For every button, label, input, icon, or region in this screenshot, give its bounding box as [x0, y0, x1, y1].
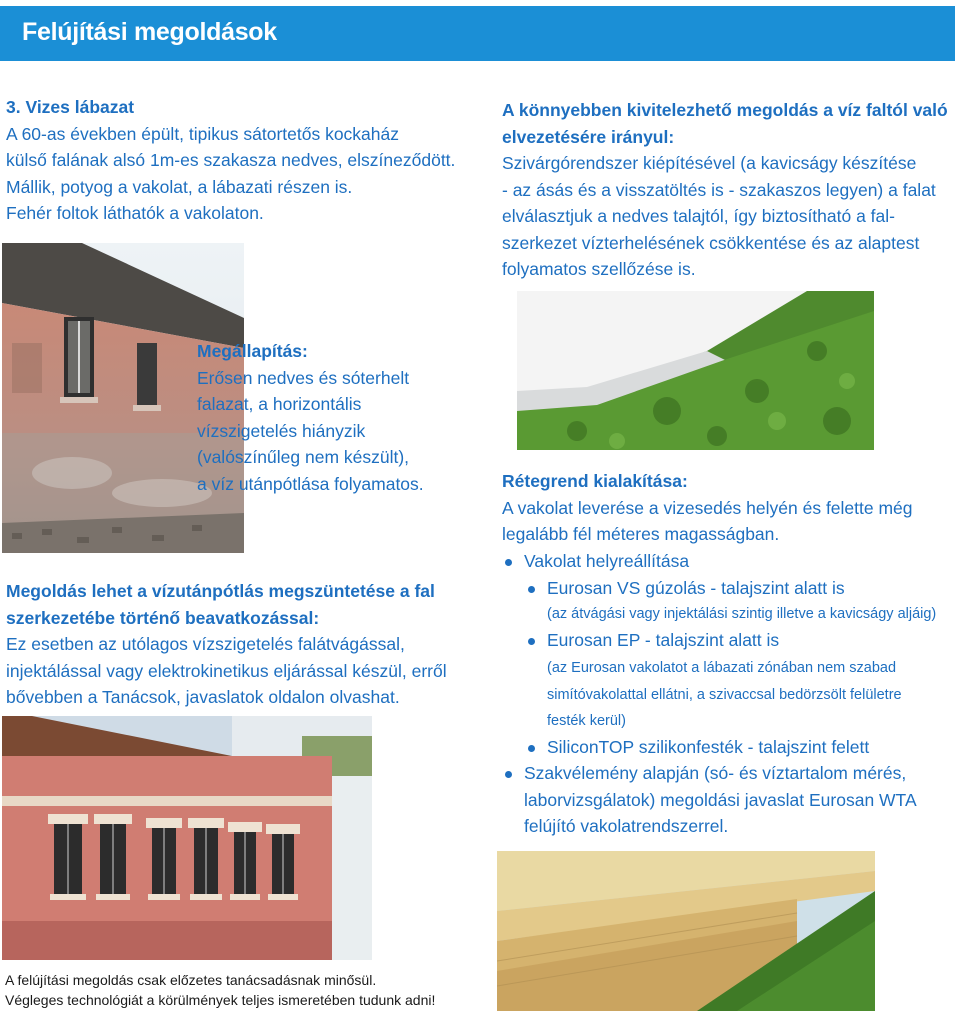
finding-line: (valószínűleg nem készült),	[197, 447, 410, 467]
section-title: 3. Vizes lábazat	[6, 97, 135, 117]
footer-line: A felújítási megoldás csak előzetes tanácsadásnak minősül.	[5, 972, 377, 988]
sub-bullet-note-line: festék kerül)	[547, 713, 626, 729]
bullet-dot-icon	[528, 638, 535, 645]
bullet-dot-icon	[528, 745, 535, 752]
solution-line: Ez esetben az utólagos vízszigetelés falátvágással,	[6, 634, 405, 654]
bullet-item	[524, 760, 917, 840]
photo-pink-building	[2, 716, 372, 960]
finding-line: a víz utánpótlása folyamatos.	[197, 473, 424, 494]
photo-wall-grass	[517, 291, 874, 450]
intro-line: A 60-as években épült, tipikus sátortetős kockaház	[6, 123, 400, 144]
solution-line: bővebben a Tanácsok, javaslatok oldalon olvashat.	[6, 687, 400, 707]
bullet-item: Vakolat helyreállítása	[524, 551, 690, 571]
drain-line: elválasztjuk a nedves talajtól, így biztosítható a fal-	[502, 206, 895, 226]
finding-line: Erősen nedves és sóterhelt	[197, 367, 410, 388]
bullet-dot-icon	[505, 559, 512, 566]
solution-title-line: Megoldás lehet a vízutánpótlás megszüntetése a fal	[6, 581, 435, 601]
solution-line: injektálással vagy elektrokinetikus eljárással készül, erről	[6, 660, 447, 681]
sub-bullet-item: Eurosan EP - talajszint alatt is	[547, 630, 780, 650]
intro-line: Fehér foltok láthatók a vakolaton.	[6, 203, 264, 223]
layers-intro-line: legalább fél méteres magasságban.	[502, 524, 780, 544]
intro-line: Mállik, potyog a vakolat, a lábazati részen is.	[6, 176, 353, 197]
intro-block	[6, 94, 455, 227]
drain-title-line: elvezetésére irányul:	[502, 126, 675, 147]
solution-title-line: szerkezetébe történő beavatkozással:	[6, 607, 320, 628]
bullet-dot-icon	[505, 771, 512, 778]
solution-block	[6, 578, 447, 711]
drain-block	[502, 97, 948, 283]
finding-line: vízszigetelés hiányzik	[197, 420, 366, 441]
drain-line: folyamatos szellőzése is.	[502, 259, 696, 279]
layers-title: Rétegrend kialakítása:	[502, 471, 688, 491]
photo-yellow-wall	[497, 851, 875, 1011]
drain-line: szerkezet vízterhelésének csökkentése és az alaptest	[502, 232, 920, 253]
bullet-item-line: felújító vakolatrendszerrel.	[524, 816, 729, 836]
footer-line: Végleges technológiát a körülmények teljes ismeretében tudunk adni!	[5, 992, 436, 1008]
layers-intro-line: A vakolat leverése a vizesedés helyén és felette még	[502, 497, 913, 518]
finding-block	[197, 338, 424, 497]
bullet-dot-icon	[528, 586, 535, 593]
page-title: Felújítási megoldások	[22, 18, 277, 46]
drain-title-line: A könnyebben kivitelezhető megoldás a víz faltól való	[502, 100, 948, 120]
sub-bullet-note-line: simítóvakolattal ellátni, a szivaccsal bedörzsölt felületre	[547, 686, 902, 703]
sub-bullet-note	[547, 655, 902, 735]
sub-bullet-note-line: (az Eurosan vakolatot a lábazati zónában nem szabad	[547, 660, 897, 676]
finding-title: Megállapítás:	[197, 341, 308, 361]
header-bar	[0, 6, 955, 61]
bullet-item-line: Szakvélemény alapján (só- és víztartalom mérés,	[524, 763, 907, 783]
footer-note	[5, 970, 435, 1010]
layers-block	[502, 468, 913, 548]
intro-line: külső falának alsó 1m-es szakasza nedves, elszíneződött.	[6, 150, 456, 170]
drain-line: Szivárgórendszer kiépítésével (a kavicságy készítése	[502, 153, 917, 173]
sub-bullet-item: Eurosan VS gúzolás - talajszint alatt is	[547, 578, 845, 598]
bullet-item-line: laborvizsgálatok) megoldási javaslat Eurosan WTA	[524, 789, 917, 810]
finding-line: falazat, a horizontális	[197, 394, 362, 414]
drain-line: - az ásás és a visszatöltés is - szakaszos legyen) a falat	[502, 179, 936, 200]
sub-bullet-item: SiliconTOP szilikonfesték - talajszint felett	[547, 737, 870, 757]
sub-bullet-note: (az átvágási vagy injektálási szintig illetve a kavicságy aljáig)	[547, 606, 937, 622]
